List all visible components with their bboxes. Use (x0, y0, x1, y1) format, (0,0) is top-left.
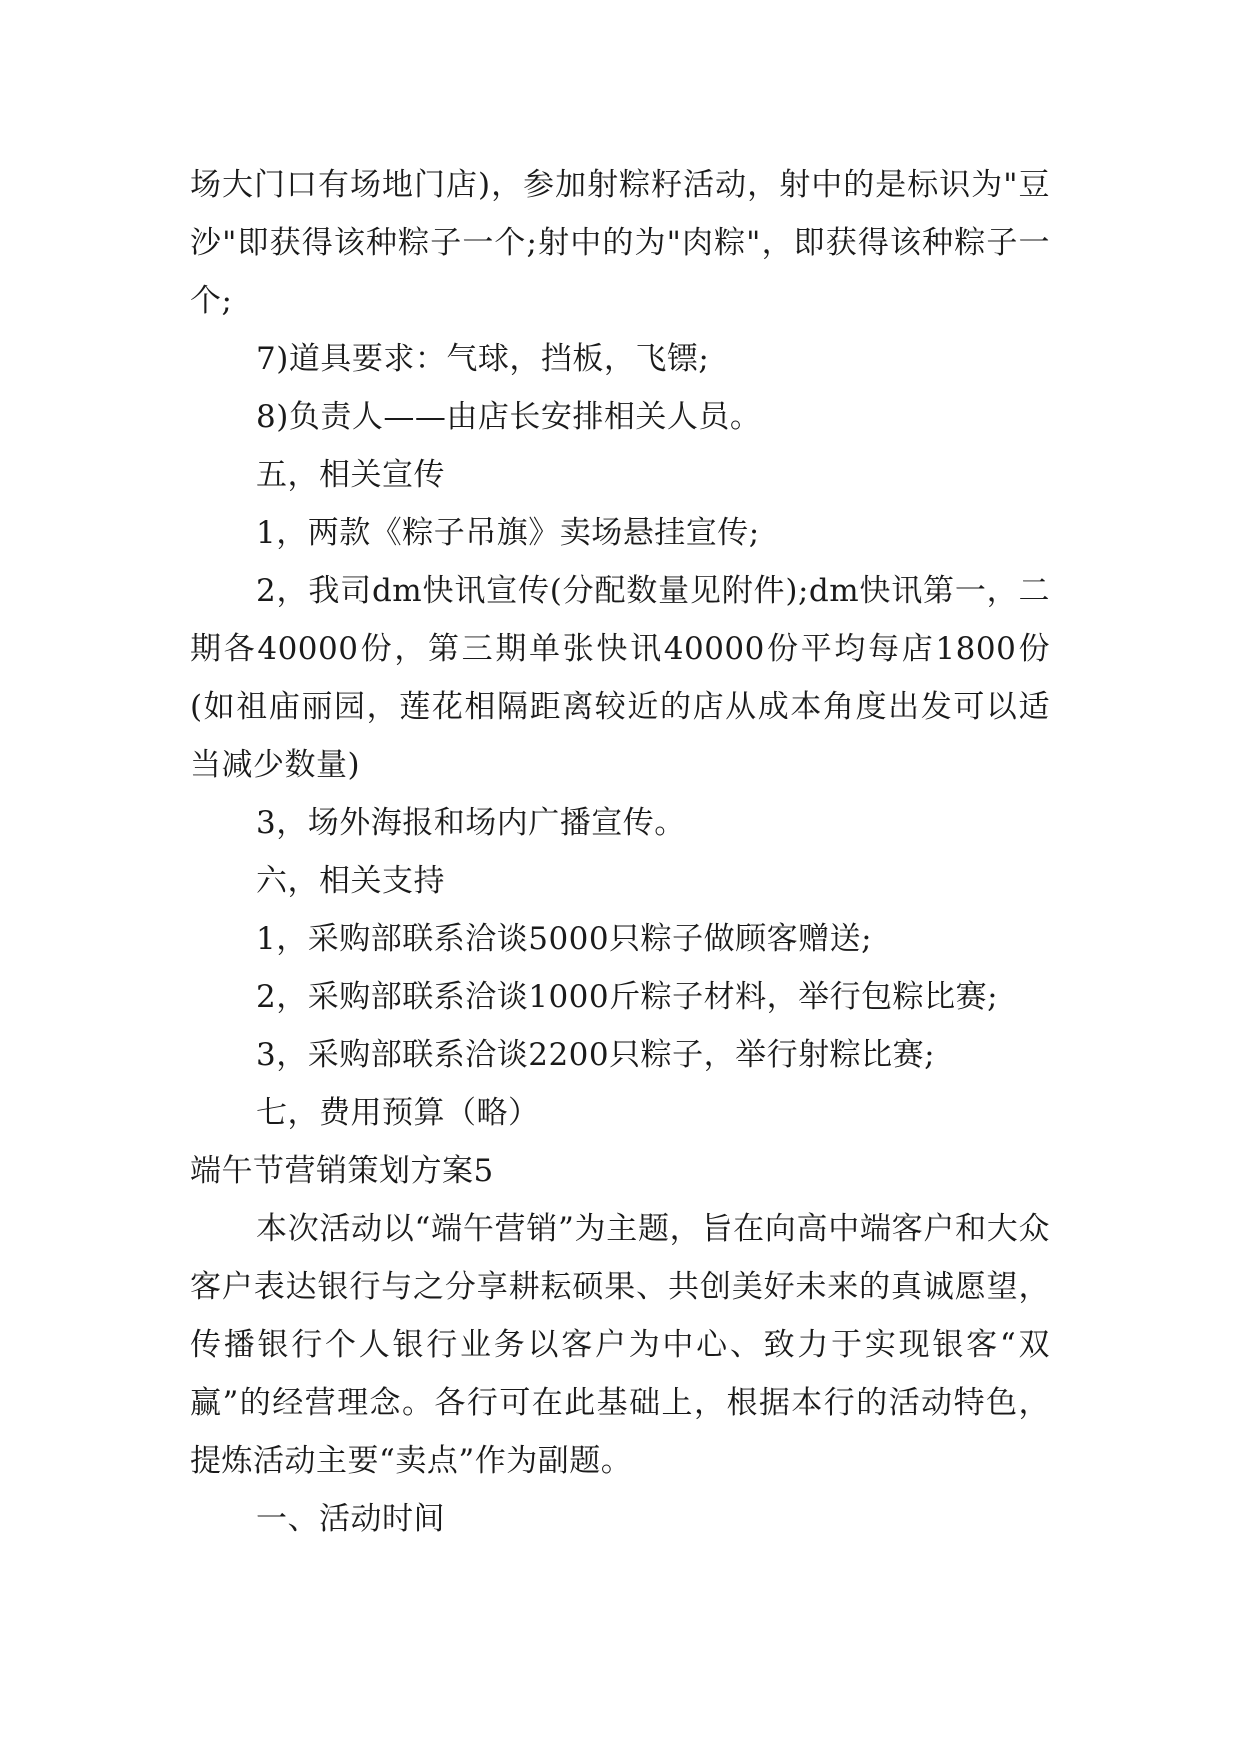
paragraph-promotion-2: 2，我司dm快讯宣传(分配数量见附件);dm快讯第一，二期各40000份，第三期单张快讯40000份平均每店1800份(如祖庙丽园，莲花相隔距离较近的店从成本角度出发可以适当减少数量) (190, 573, 1050, 783)
section-heading-support: 六，相关支持 (256, 863, 445, 899)
section-heading-budget: 七，费用预算（略） (256, 1095, 540, 1131)
document-body (190, 156, 1050, 1548)
paragraph-support-3: 3，采购部联系洽谈2200只粽子，举行射粽比赛; (256, 1037, 936, 1073)
paragraph-support-1: 1，采购部联系洽谈5000只粽子做顾客赠送; (256, 921, 873, 957)
paragraph-person-in-charge: 8)负责人——由店长安排相关人员。 (256, 399, 762, 435)
paragraph-props-requirement: 7)道具要求：气球，挡板，飞镖; (256, 341, 710, 377)
paragraph-promotion-1: 1，两款《粽子吊旗》卖场悬挂宣传; (256, 515, 760, 551)
section-heading-promotion: 五，相关宣传 (256, 457, 445, 493)
document-title-plan-5: 端午节营销策划方案5 (190, 1153, 494, 1189)
paragraph-promotion-3: 3，场外海报和场内广播宣传。 (256, 805, 686, 841)
paragraph-plan-5-intro: 本次活动以“端午营销”为主题，旨在向高中端客户和大众客户表达银行与之分享耕耘硕果、共创美好未来的真诚愿望，传播银行个人银行业务以客户为中心、致力于实现银客“双赢”的经营理念。各行可在此基础上，根据本行的活动特色，提炼活动主要“卖点”作为副题。 (190, 1211, 1050, 1479)
paragraph-continuation: 场大门口有场地门店)，参加射粽籽活动，射中的是标识为"豆沙"即获得该种粽子一个;射中的为"肉粽"，即获得该种粽子一个; (190, 167, 1050, 319)
paragraph-support-2: 2，采购部联系洽谈1000斤粽子材料，举行包粽比赛; (256, 979, 999, 1015)
section-heading-activity-time: 一、活动时间 (256, 1501, 445, 1537)
